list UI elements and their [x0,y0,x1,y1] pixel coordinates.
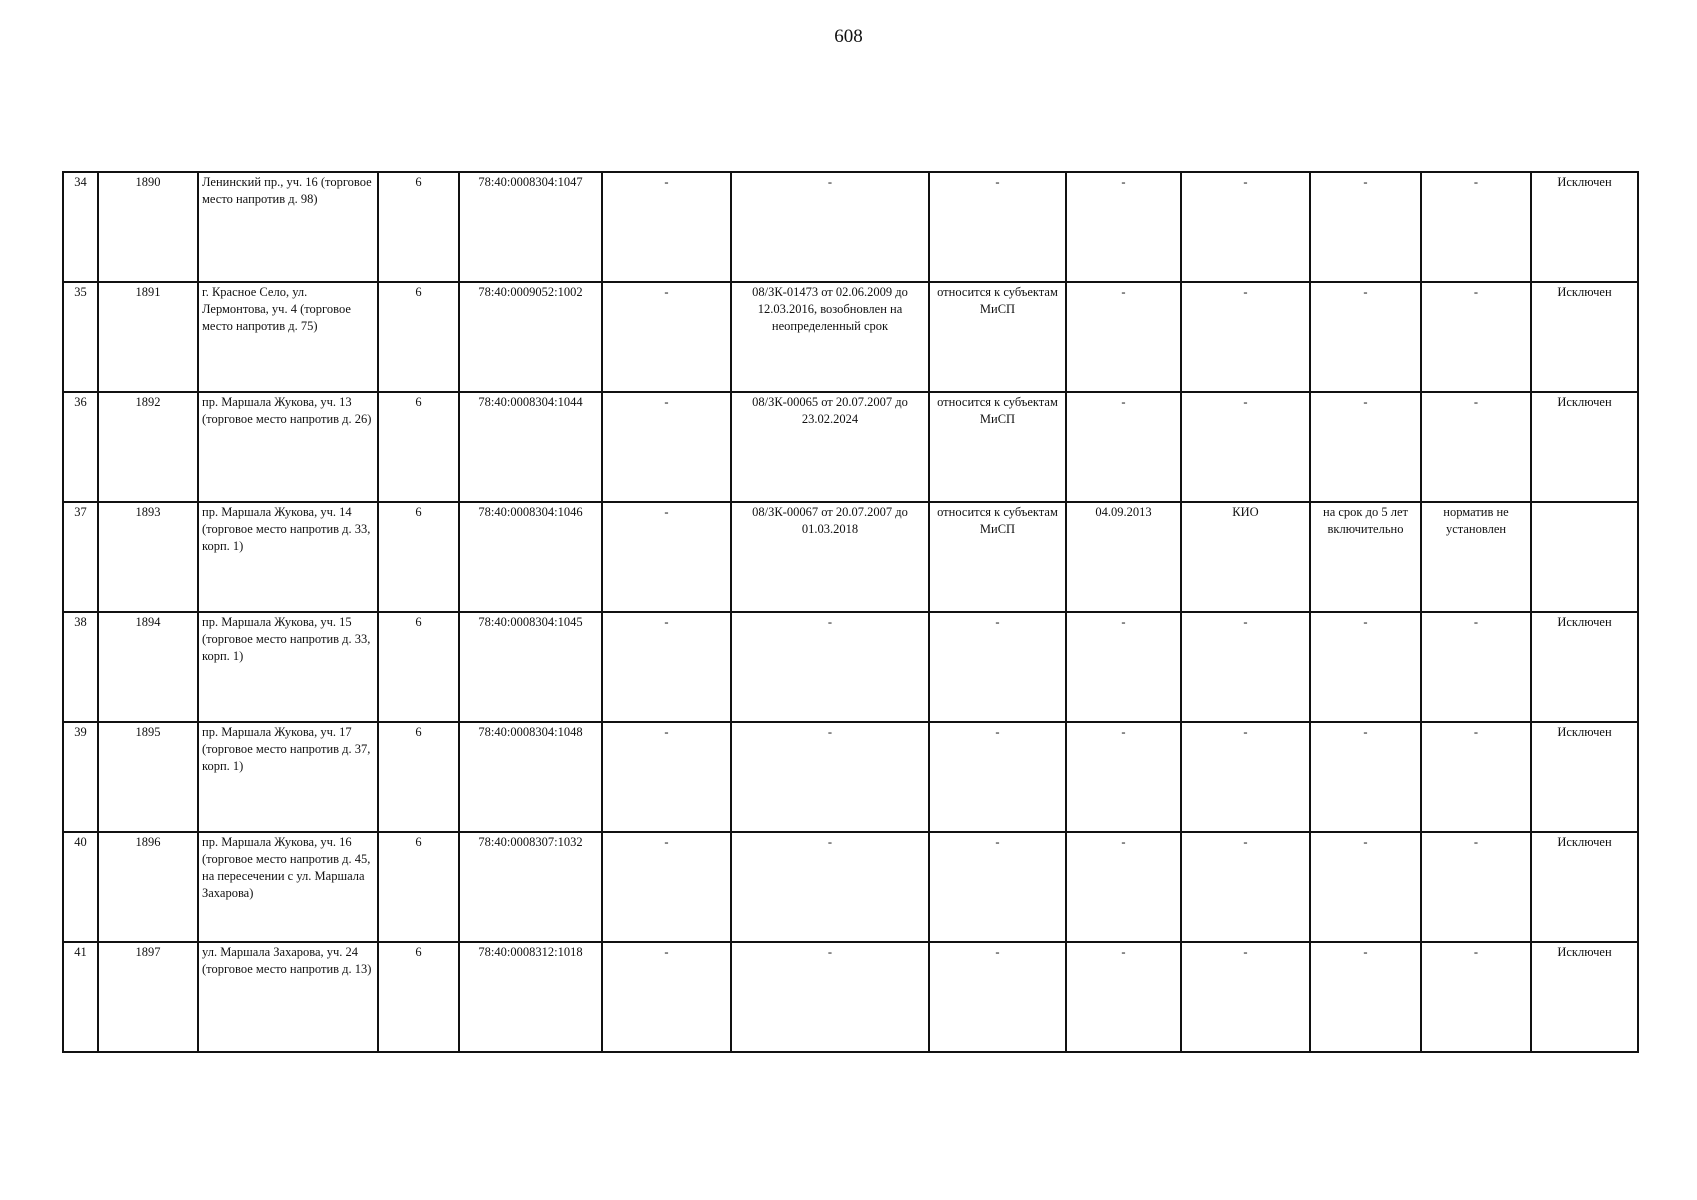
address-cell: пр. Маршала Жукова, уч. 14 (торговое место напротив д. 33, корп. 1) [198,502,378,612]
contract-cell: 08/ЗК-00067 от 20.07.2007 до 01.03.2018 [731,502,929,612]
contract-cell: - [731,942,929,1052]
status-cell: Исключен [1531,942,1638,1052]
authority-cell: - [1181,392,1310,502]
contract-cell: - [731,832,929,942]
authority-cell: - [1181,282,1310,392]
address-cell: ул. Маршала Захарова, уч. 24 (торговое место напротив д. 13) [198,942,378,1052]
subject-category-cell: - [929,832,1066,942]
cadastral-number-cell: 78:40:0008304:1048 [459,722,602,832]
subject-category-cell: - [929,612,1066,722]
term-cell: - [1310,942,1421,1052]
column-6-cell: - [602,392,731,502]
table-row [63,172,1638,282]
table-row [63,722,1638,832]
cadastral-number-cell: 78:40:0008304:1047 [459,172,602,282]
date-cell: - [1066,392,1181,502]
cadastral-number-cell: 78:40:0009052:1002 [459,282,602,392]
column-6-cell: - [602,942,731,1052]
date-cell: - [1066,942,1181,1052]
subject-category-cell: - [929,172,1066,282]
status-cell: Исключен [1531,392,1638,502]
row-number-cell: 34 [63,172,98,282]
table-row [63,942,1638,1052]
date-cell: - [1066,612,1181,722]
address-cell: г. Красное Село, ул. Лермонтова, уч. 4 (торговое место напротив д. 75) [198,282,378,392]
contract-cell: - [731,612,929,722]
term-cell: на срок до 5 лет включительно [1310,502,1421,612]
status-cell [1531,502,1638,612]
record-id-cell: 1895 [98,722,198,832]
record-id-cell: 1890 [98,172,198,282]
address-cell: Ленинский пр., уч. 16 (торговое место напротив д. 98) [198,172,378,282]
authority-cell: - [1181,612,1310,722]
record-id-cell: 1896 [98,832,198,942]
subject-category-cell: относится к субъектам МиСП [929,282,1066,392]
norm-cell: - [1421,282,1531,392]
row-number-cell: 41 [63,942,98,1052]
row-number-cell: 40 [63,832,98,942]
table-row [63,392,1638,502]
type-cell: 6 [378,942,459,1052]
type-cell: 6 [378,502,459,612]
row-number-cell: 39 [63,722,98,832]
cadastral-number-cell: 78:40:0008307:1032 [459,832,602,942]
type-cell: 6 [378,612,459,722]
type-cell: 6 [378,172,459,282]
column-6-cell: - [602,502,731,612]
record-id-cell: 1891 [98,282,198,392]
cadastral-number-cell: 78:40:0008312:1018 [459,942,602,1052]
subject-category-cell: - [929,722,1066,832]
contract-cell: 08/ЗК-00065 от 20.07.2007 до 23.02.2024 [731,392,929,502]
norm-cell: - [1421,172,1531,282]
row-number-cell: 36 [63,392,98,502]
column-6-cell: - [602,172,731,282]
type-cell: 6 [378,282,459,392]
column-6-cell: - [602,832,731,942]
row-number-cell: 37 [63,502,98,612]
norm-cell: - [1421,832,1531,942]
type-cell: 6 [378,722,459,832]
address-cell: пр. Маршала Жукова, уч. 13 (торговое место напротив д. 26) [198,392,378,502]
authority-cell: - [1181,172,1310,282]
register-table [62,171,1639,1053]
column-6-cell: - [602,282,731,392]
cadastral-number-cell: 78:40:0008304:1044 [459,392,602,502]
norm-cell: норматив не установлен [1421,502,1531,612]
status-cell: Исключен [1531,722,1638,832]
norm-cell: - [1421,612,1531,722]
term-cell: - [1310,612,1421,722]
type-cell: 6 [378,392,459,502]
norm-cell: - [1421,942,1531,1052]
term-cell: - [1310,282,1421,392]
date-cell: - [1066,282,1181,392]
table-row [63,832,1638,942]
address-cell: пр. Маршала Жукова, уч. 16 (торговое место напротив д. 45, на пересечении с ул. Маршала Захарова) [198,832,378,942]
term-cell: - [1310,722,1421,832]
column-6-cell: - [602,612,731,722]
subject-category-cell: - [929,942,1066,1052]
term-cell: - [1310,392,1421,502]
record-id-cell: 1892 [98,392,198,502]
authority-cell: - [1181,722,1310,832]
type-cell: 6 [378,832,459,942]
authority-cell: КИО [1181,502,1310,612]
authority-cell: - [1181,832,1310,942]
record-id-cell: 1893 [98,502,198,612]
row-number-cell: 38 [63,612,98,722]
status-cell: Исключен [1531,282,1638,392]
status-cell: Исключен [1531,612,1638,722]
contract-cell: - [731,722,929,832]
column-6-cell: - [602,722,731,832]
address-cell: пр. Маршала Жукова, уч. 17 (торговое место напротив д. 37, корп. 1) [198,722,378,832]
date-cell: 04.09.2013 [1066,502,1181,612]
address-cell: пр. Маршала Жукова, уч. 15 (торговое место напротив д. 33, корп. 1) [198,612,378,722]
subject-category-cell: относится к субъектам МиСП [929,392,1066,502]
norm-cell: - [1421,722,1531,832]
status-cell: Исключен [1531,832,1638,942]
table-row [63,502,1638,612]
register-body [63,172,1638,1052]
contract-cell: 08/ЗК-01473 от 02.06.2009 до 12.03.2016, возобновлен на неопределенный срок [731,282,929,392]
date-cell: - [1066,172,1181,282]
page-number: 608 [834,26,863,47]
table-row [63,282,1638,392]
date-cell: - [1066,832,1181,942]
authority-cell: - [1181,942,1310,1052]
row-number-cell: 35 [63,282,98,392]
norm-cell: - [1421,392,1531,502]
contract-cell: - [731,172,929,282]
subject-category-cell: относится к субъектам МиСП [929,502,1066,612]
table-row [63,612,1638,722]
record-id-cell: 1894 [98,612,198,722]
date-cell: - [1066,722,1181,832]
status-cell: Исключен [1531,172,1638,282]
cadastral-number-cell: 78:40:0008304:1046 [459,502,602,612]
term-cell: - [1310,172,1421,282]
cadastral-number-cell: 78:40:0008304:1045 [459,612,602,722]
term-cell: - [1310,832,1421,942]
record-id-cell: 1897 [98,942,198,1052]
